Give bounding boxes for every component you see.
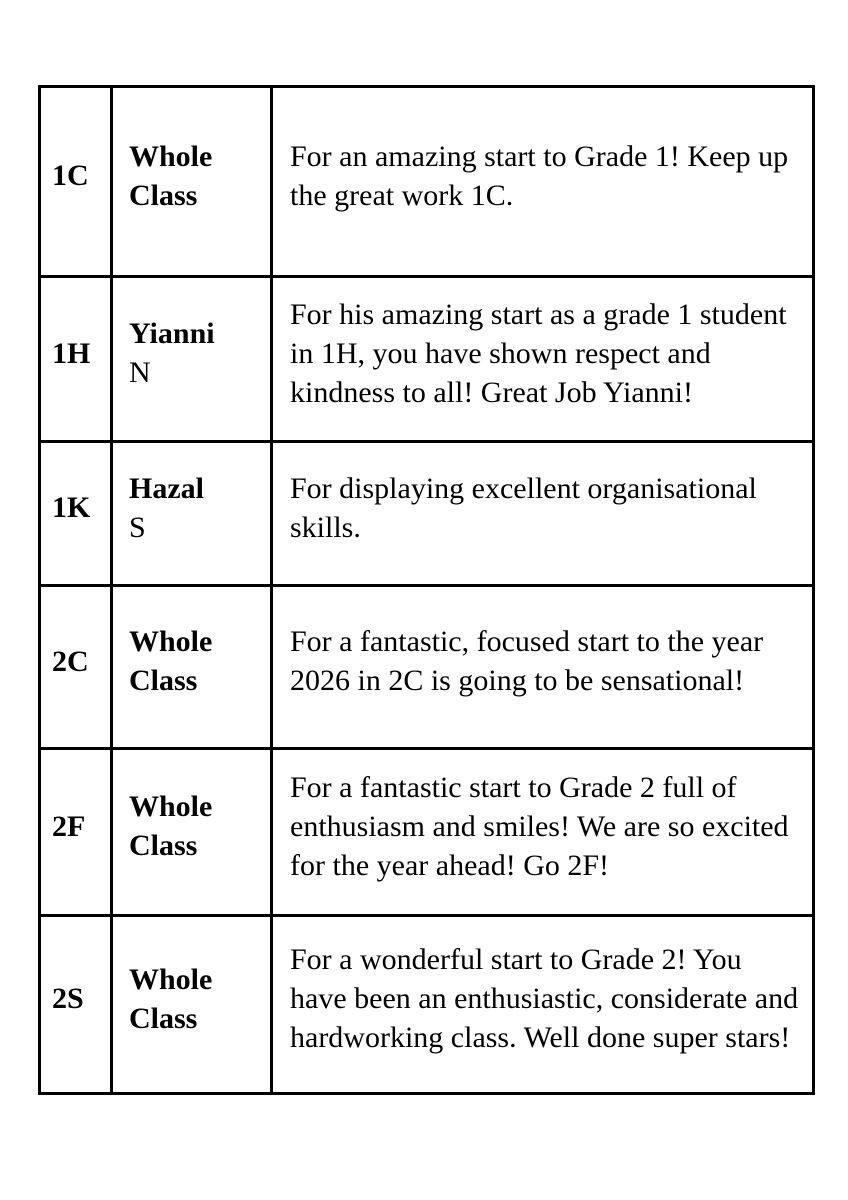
class-code-cell xyxy=(40,442,112,586)
class-code: 2S xyxy=(52,982,84,1015)
recipient-cell xyxy=(112,749,272,916)
reason-text: For a fantastic, focused start to the year 2026 in 2C is going to be sensational! xyxy=(290,625,764,697)
recipient-name-line2: Class xyxy=(129,1001,198,1035)
recipient-name-line1: Hazal xyxy=(129,471,204,505)
class-code-cell xyxy=(40,586,112,749)
reason-cell xyxy=(272,442,814,586)
reason-cell xyxy=(272,87,814,277)
class-code: 2F xyxy=(52,809,86,843)
reason-cell xyxy=(272,586,814,749)
reason-cell xyxy=(272,277,814,442)
reason-text: For his amazing start as a grade 1 student in 1H, you have shown respect and kindness to all! Great Job Yianni! xyxy=(290,297,787,409)
table-row xyxy=(40,916,814,1094)
reason-text: For an amazing start to Grade 1! Keep up the great work 1C. xyxy=(290,139,789,212)
reason-cell xyxy=(272,916,814,1094)
reason-text: For a fantastic start to Grade 2 full of enthusiasm and smiles! We are so excited for the year ahead! Go 2F! xyxy=(290,770,789,882)
table-row xyxy=(40,87,814,277)
table-row xyxy=(40,442,814,586)
reason-text: For a wonderful start to Grade 2! You have been an enthusiastic, considerate and hardworking class. Well done super stars! xyxy=(290,943,799,1054)
recipient-cell xyxy=(112,442,272,586)
class-code: 1C xyxy=(52,159,89,192)
reason-cell xyxy=(272,749,814,916)
table-row xyxy=(40,586,814,749)
recipient-cell xyxy=(112,586,272,749)
recipient-cell xyxy=(112,87,272,277)
recipient-name-line1: Whole xyxy=(129,790,213,823)
recipient-cell xyxy=(112,277,272,442)
class-code: 2C xyxy=(52,644,89,678)
class-code: 1K xyxy=(52,491,91,524)
reason-text: For displaying excellent organisational skills. xyxy=(290,471,757,544)
recipient-name-line1: Yianni xyxy=(129,317,215,350)
table-row xyxy=(40,749,814,916)
class-code-cell xyxy=(40,916,112,1094)
recipient-name-line2: S xyxy=(129,510,146,544)
recipient-name-line2: Class xyxy=(129,829,198,862)
recipient-name-line1: Whole xyxy=(129,139,213,173)
recipient-cell xyxy=(112,916,272,1094)
recipient-name-line1: Whole xyxy=(129,962,213,996)
recipient-name-line1: Whole xyxy=(129,625,213,658)
class-code: 1H xyxy=(52,336,91,370)
class-code-cell xyxy=(40,87,112,277)
class-code-cell xyxy=(40,277,112,442)
class-code-cell xyxy=(40,749,112,916)
awards-table xyxy=(38,85,815,1095)
recipient-name-line2: Class xyxy=(129,664,198,697)
recipient-name-line2: N xyxy=(129,356,151,389)
recipient-name-line2: Class xyxy=(129,178,198,212)
table-row xyxy=(40,277,814,442)
